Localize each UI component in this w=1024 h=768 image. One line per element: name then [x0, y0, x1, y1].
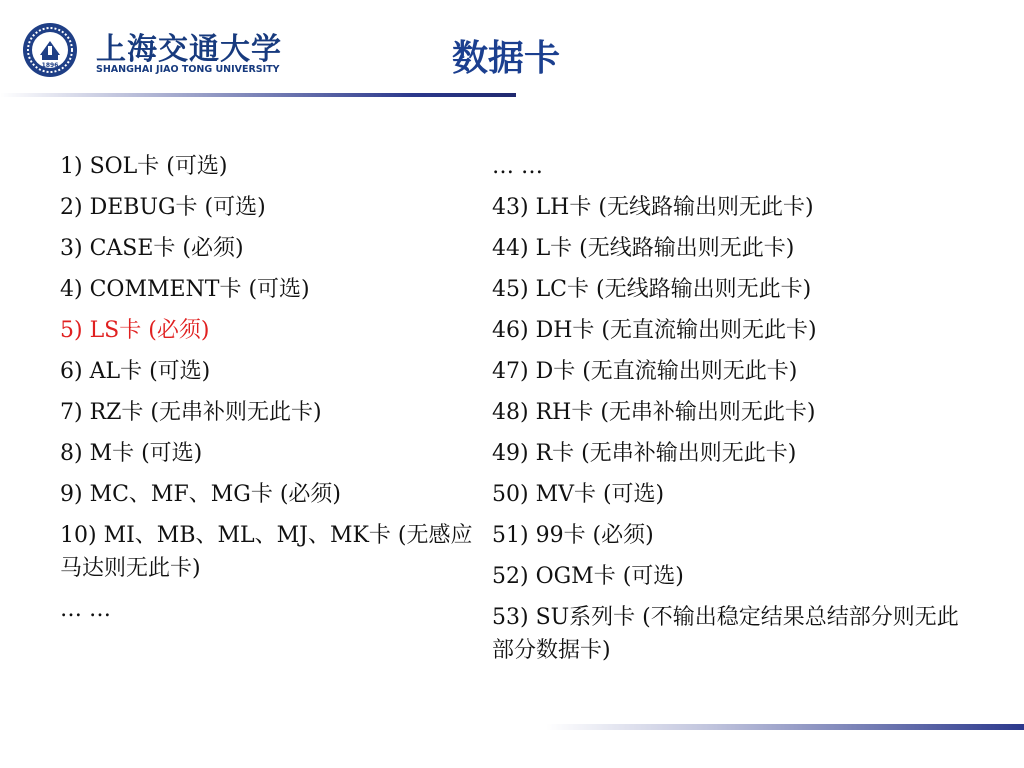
list-item: 53) SU系列卡 (不输出稳定结果总结部分则无此部分数据卡) [492, 605, 959, 663]
header-divider [0, 93, 516, 97]
list-item: … … [492, 154, 543, 179]
list-item: 4) COMMENT卡 (可选) [60, 277, 310, 302]
list-item: 3) CASE卡 (必须) [60, 236, 244, 261]
list-item: 44) L卡 (无线路输出则无此卡) [492, 236, 795, 261]
right-card-list [492, 146, 972, 671]
list-item: 52) OGM卡 (可选) [492, 564, 684, 589]
list-item: 43) LH卡 (无线路输出则无此卡) [492, 195, 814, 220]
list-item: 50) MV卡 (可选) [492, 482, 665, 507]
list-item: 45) LC卡 (无线路输出则无此卡) [492, 277, 812, 302]
university-logo-icon [22, 22, 78, 78]
left-card-list [60, 146, 474, 630]
list-item: 8) M卡 (可选) [60, 441, 203, 466]
logo-year: 1896 [41, 62, 59, 69]
list-item: 51) 99卡 (必须) [492, 523, 654, 548]
school-name-chinese: 上海交通大学 [96, 32, 282, 67]
list-item: 7) RZ卡 (无串补则无此卡) [60, 400, 322, 425]
list-item: 10) MI、MB、ML、MJ、MK卡 (无感应马达则无此卡) [60, 523, 473, 581]
list-item: 1) SOL卡 (可选) [60, 154, 228, 179]
list-item: 48) RH卡 (无串补输出则无此卡) [492, 400, 816, 425]
list-item: 9) MC、MF、MG卡 (必须) [60, 482, 341, 507]
list-item: 2) DEBUG卡 (可选) [60, 195, 266, 220]
school-name-english: SHANGHAI JIAO TONG UNIVERSITY [96, 64, 280, 75]
list-item: … … [60, 597, 111, 622]
list-item: 5) LS卡 (必须) [60, 318, 210, 343]
page-title: 数据卡 [452, 38, 561, 79]
list-item: 47) D卡 (无直流输出则无此卡) [492, 359, 798, 384]
list-item: 6) AL卡 (可选) [60, 359, 211, 384]
list-item: 46) DH卡 (无直流输出则无此卡) [492, 318, 817, 343]
footer-divider [546, 724, 1024, 730]
list-item: 49) R卡 (无串补输出则无此卡) [492, 441, 797, 466]
